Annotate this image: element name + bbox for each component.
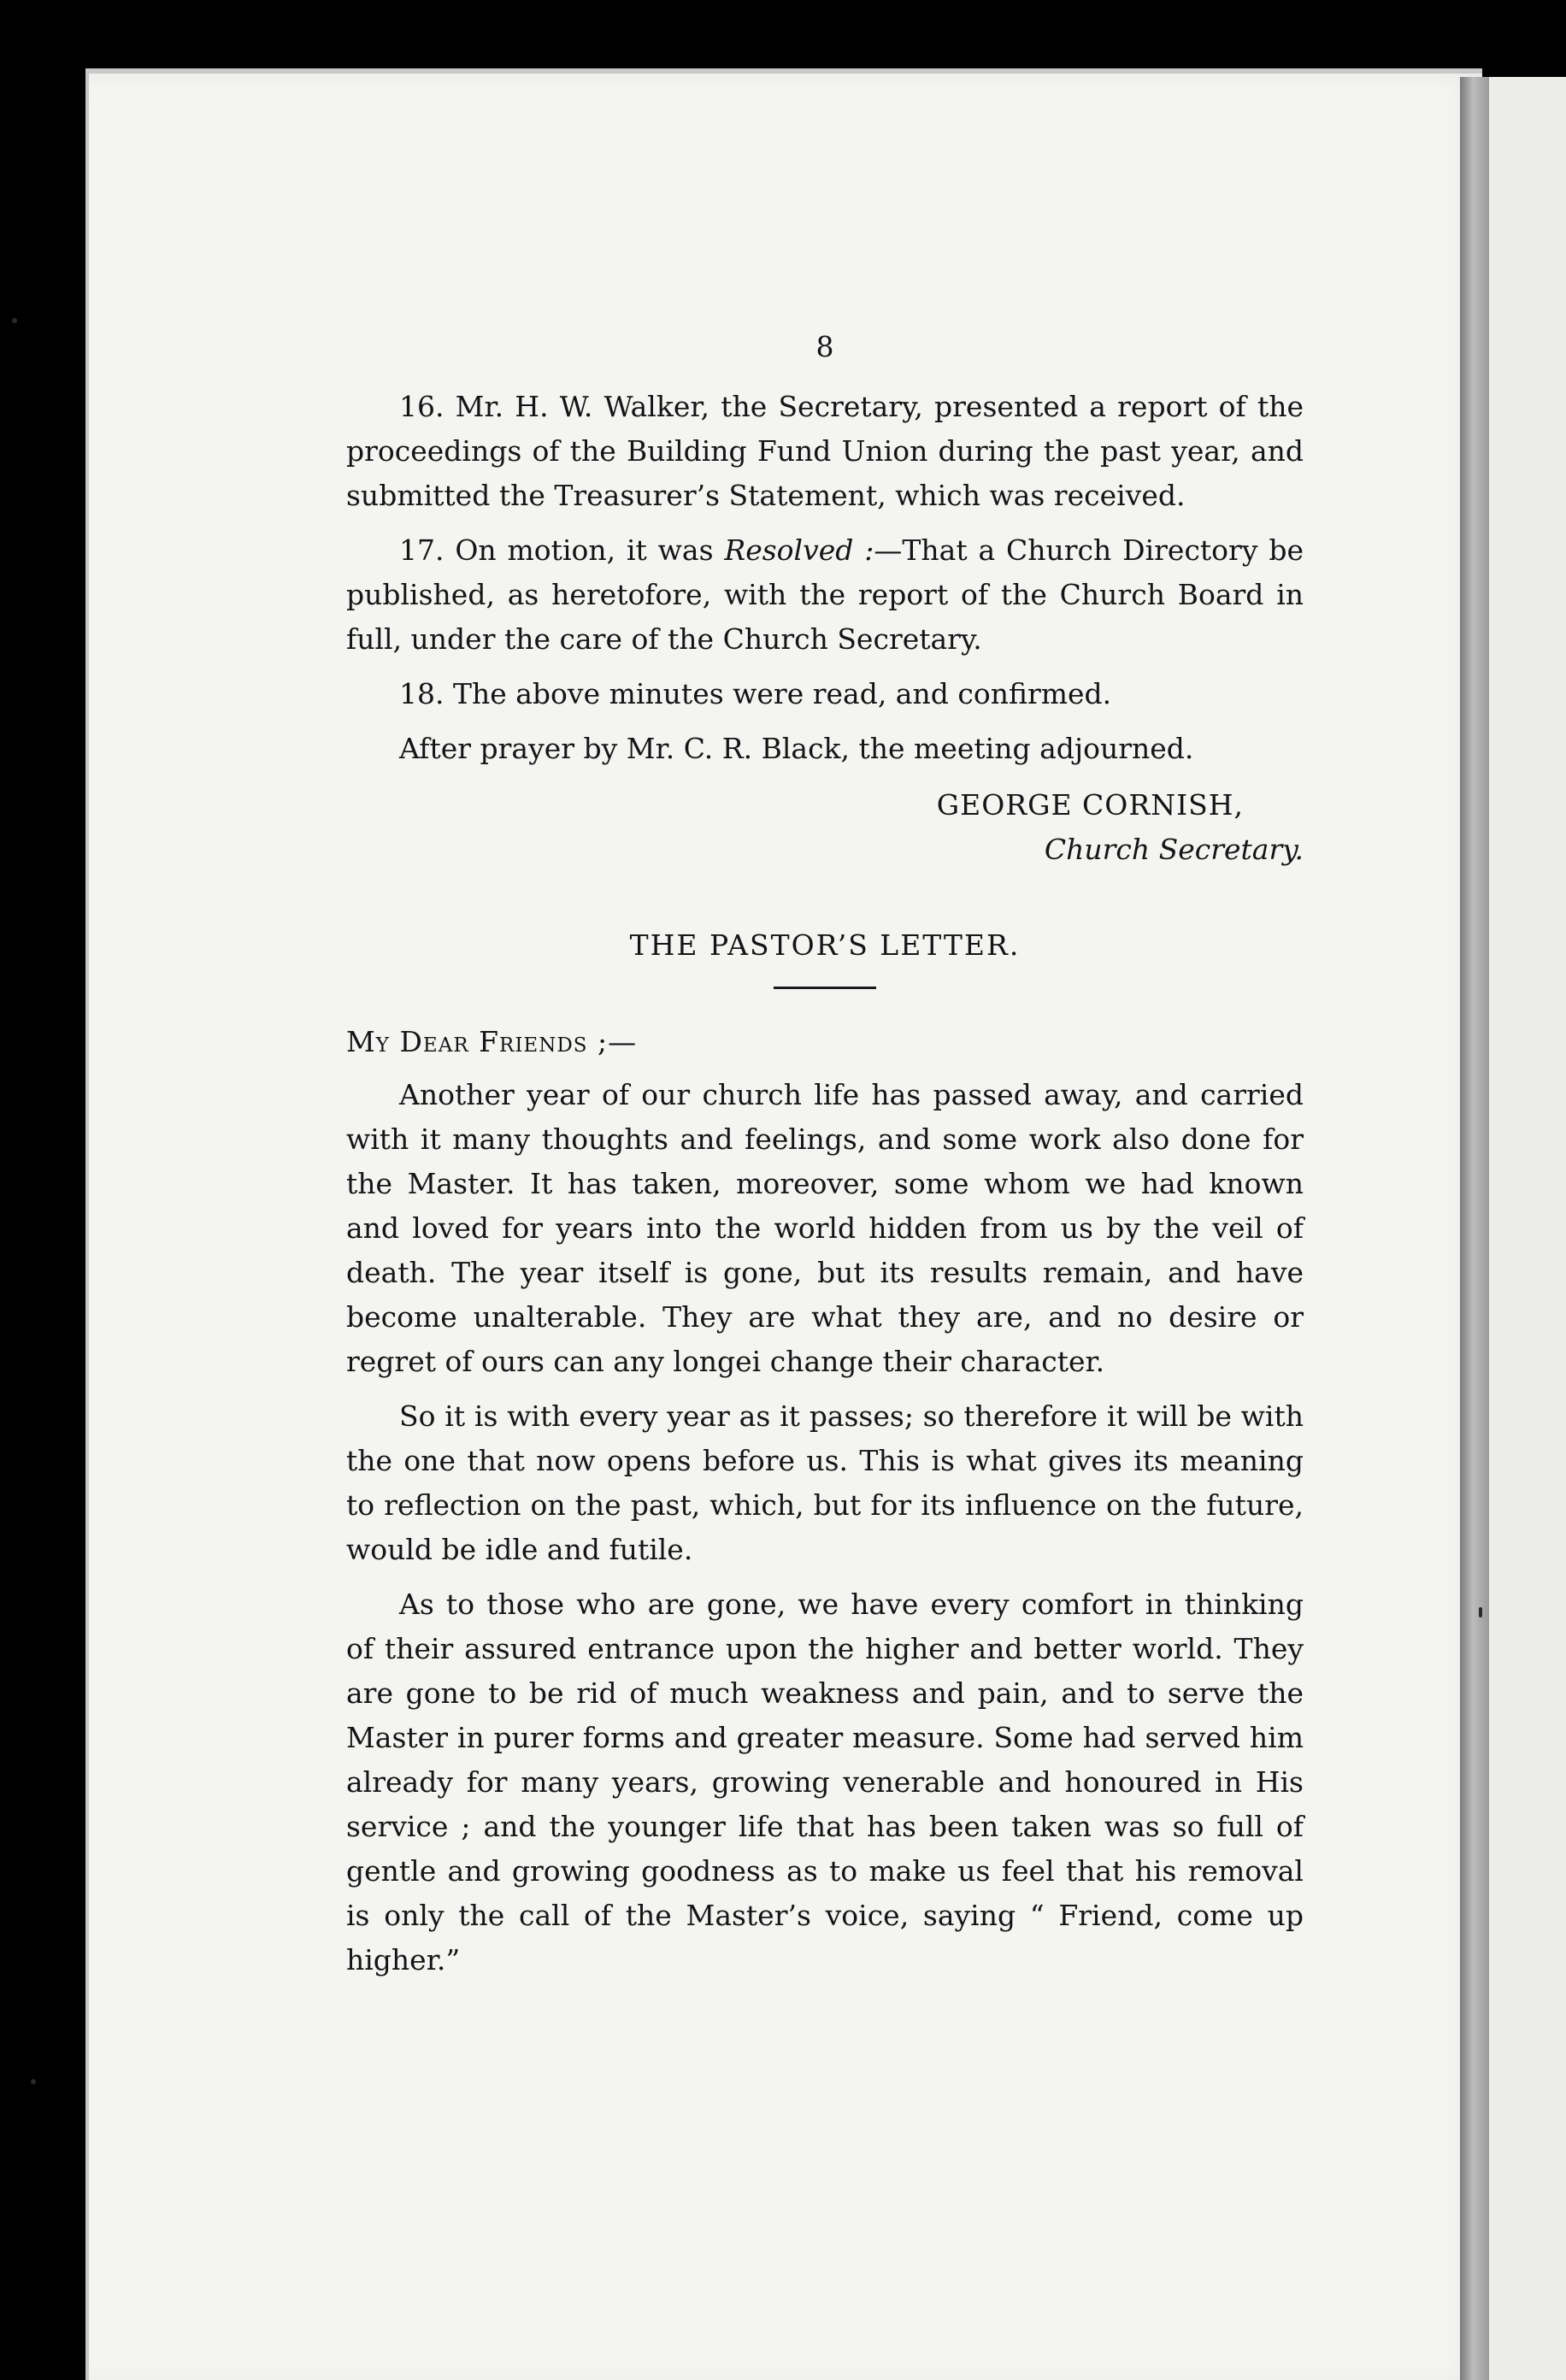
signature-name: GEORGE CORNISH,: [936, 788, 1244, 822]
facing-page-strip: [1489, 77, 1566, 2380]
minute-17: [346, 528, 1304, 662]
scan-speck: [1479, 1607, 1482, 1617]
letter-paragraph: As to those who are gone, we have every comfort in thinking of their assured entrance upon the higher and better world. They are gone to be rid of much weakness and pain, and to serve the Master in purer forms and greater measure. Some had served him already for many years, growing venerable and honoured in His service ; and the younger life that has been taken was so full of gentle and growing goodness as to make us feel that his removal is only the call of the Master’s voice, saying “ Friend, come up higher.”: [346, 1588, 1304, 1976]
page-gutter-edge: [1460, 77, 1489, 2380]
minute-17-text-start: 17. On motion, it was: [399, 533, 725, 567]
page-content: [346, 325, 1304, 1993]
scan-speck: [31, 2079, 36, 2084]
section-title: THE PASTOR’S LETTER.: [629, 928, 1021, 962]
scan-speck: [12, 318, 17, 323]
adjournment-note: After prayer by Mr. C. R. Black, the meeting adjourned.: [399, 732, 1194, 765]
signature-role: Church Secretary.: [1044, 833, 1304, 866]
salutation: My Dear Friends ;—: [346, 1025, 638, 1058]
minute-18: 18. The above minutes were read, and confirmed.: [399, 677, 1112, 710]
letter-paragraph: Another year of our church life has passed away, and carried with it many thoughts and feelings, and some work also done for the Master. It has taken, moreover, some whom we had known and loved for years into the world hidden from us by the veil of death. The year itself is gone, but its results remain, and have become unalterable. They are what they are, and no desire or regret of ours can any longei change their character.: [346, 1078, 1304, 1378]
minute-17-resolved: Resolved :: [724, 533, 874, 567]
letter-paragraph: So it is with every year as it passes; so therefore it will be with the one that now opens before us. This is what gives its meaning to reflection on the past, which, but for its influence on the future, would be idle and futile.: [346, 1399, 1304, 1566]
minute-16: 16. Mr. H. W. Walker, the Secretary, presented a report of the proceedings of the Building Fund Union during the past year, and submitted the Treasurer’s Statement, which was received.: [346, 390, 1304, 512]
title-rule: [774, 987, 876, 989]
minute-17-text-end: —That a Church Directory be published, as heretofore, with the report of the Church Board in full, under the care of the Church Secretary.: [346, 533, 1304, 656]
page-number: 8: [815, 330, 834, 363]
